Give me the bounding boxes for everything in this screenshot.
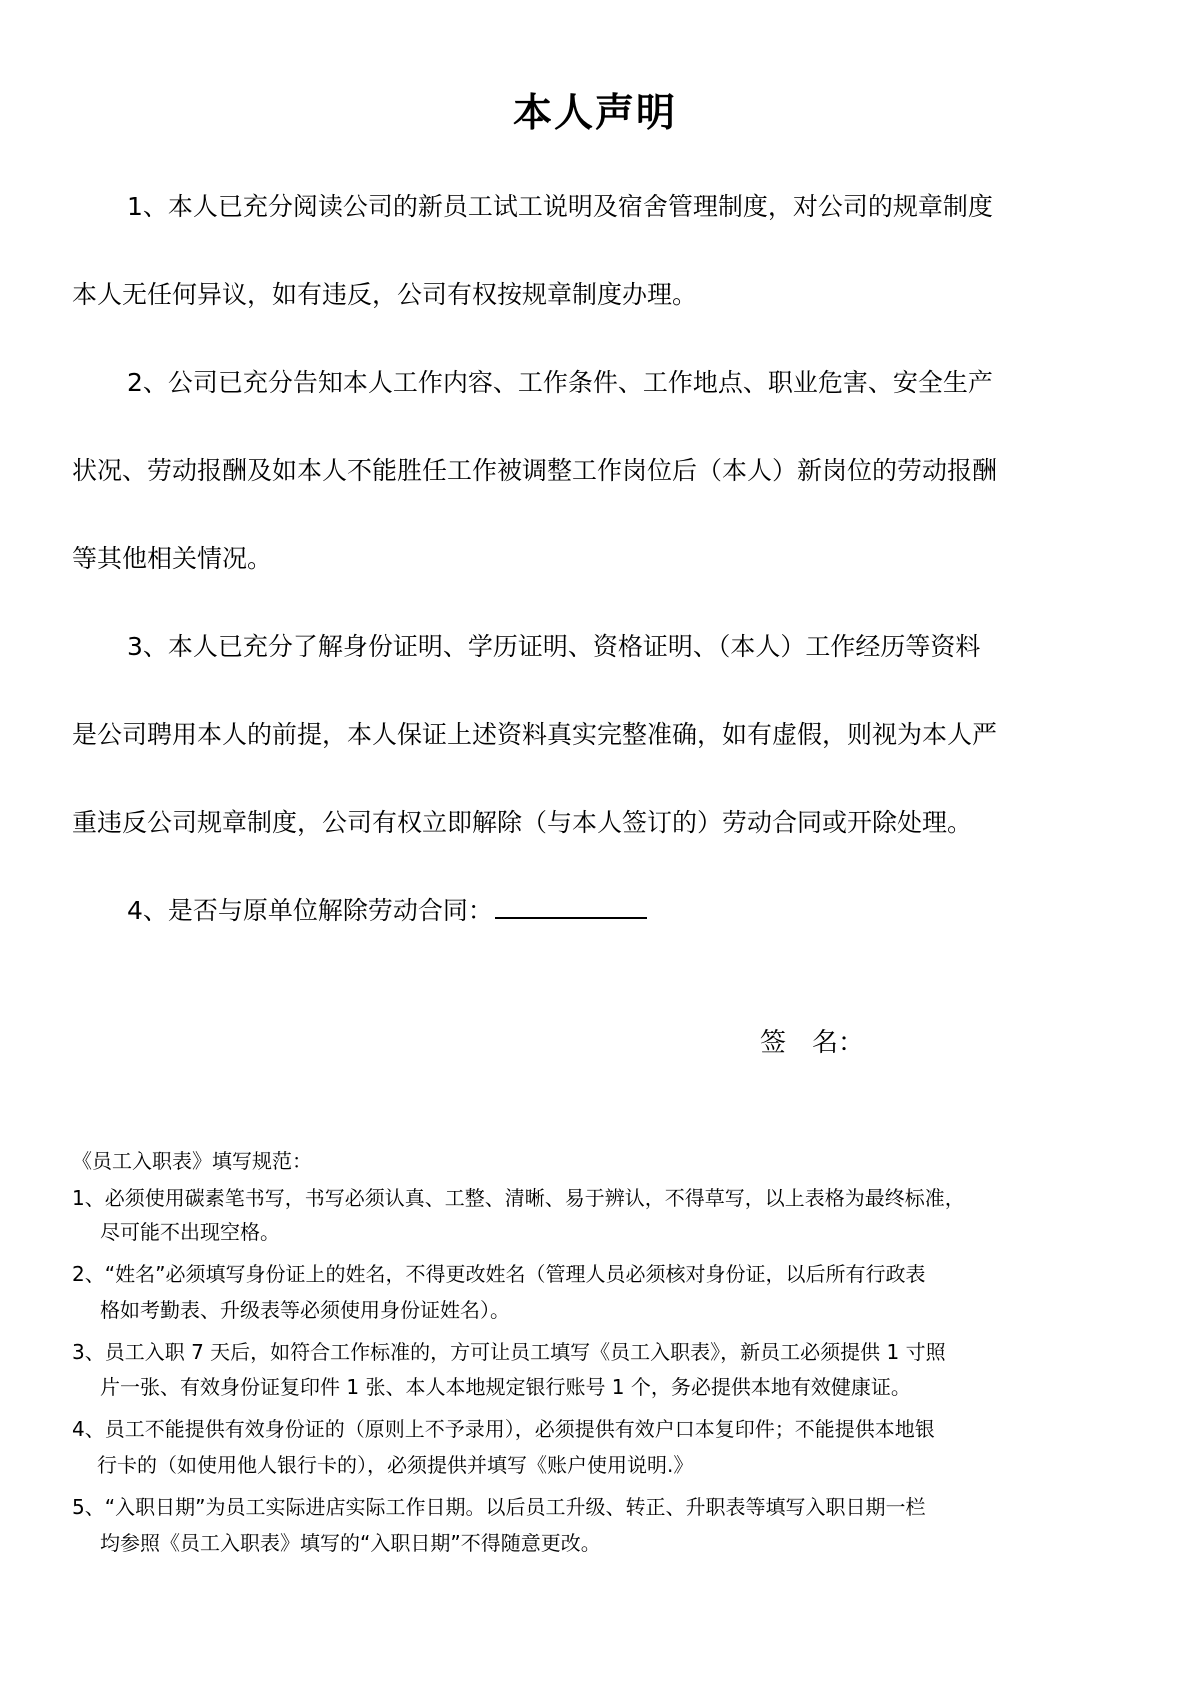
signature-label: 签 名： xyxy=(760,1028,865,1058)
para-2-line-2: 状况、劳动报酬及如本人不能胜任工作被调整工作岗位后（本人）新岗位的劳动报酬 xyxy=(72,456,998,485)
note-5-line-1: 5、“入职日期”为员工实际进店实际工作日期。以后员工升级、转正、升职表等填写入职日期一栏 xyxy=(72,1495,926,1519)
para-2-line-3: 等其他相关情况。 xyxy=(72,544,273,573)
para-1-line-2: 本人无任何异议，如有违反，公司有权按规章制度办理。 xyxy=(72,280,698,309)
note-4-line-1: 4、员工不能提供有效身份证的（原则上不予录用），必须提供有效户口本复印件；不能提供本地银 xyxy=(72,1417,935,1441)
notes-heading: 《员工入职表》填写规范： xyxy=(72,1149,312,1173)
note-4-line-2: 行卡的（如使用他人银行卡的），必须提供并填写《账户使用说明.》 xyxy=(97,1453,694,1477)
para-3-line-2: 是公司聘用本人的前提，本人保证上述资料真实完整准确，如有虚假，则视为本人严 xyxy=(72,720,998,749)
para-3-line-1: 3、本人已充分了解身份证明、学历证明、资格证明、（本人）工作经历等资料 xyxy=(127,632,981,661)
note-3-line-1: 3、员工入职 7 天后，如符合工作标准的，方可让员工填写《员工入职表》，新员工必须提供 1 寸照 xyxy=(72,1340,946,1364)
note-1-line-2: 尽可能不出现空格。 xyxy=(100,1220,280,1244)
para-1-line-1: 1、本人已充分阅读公司的新员工试工说明及宿舍管理制度，对公司的规章制度 xyxy=(127,192,993,221)
page-title: 本人声明 xyxy=(512,91,677,136)
contract-question: 4、是否与原单位解除劳动合同： xyxy=(127,896,493,925)
note-2-line-1: 2、“姓名”必须填写身份证上的姓名，不得更改姓名（管理人员必须核对身份证，以后所有行政表 xyxy=(72,1262,926,1286)
note-3-line-2: 片一张、有效身份证复印件 1 张、本人本地规定银行账号 1 个，务必提供本地有效健康证。 xyxy=(100,1375,911,1399)
note-5-line-2: 均参照《员工入职表》填写的“入职日期”不得随意更改。 xyxy=(100,1531,601,1555)
para-2-line-1: 2、公司已充分告知本人工作内容、工作条件、工作地点、职业危害、安全生产 xyxy=(127,368,993,397)
para-4-line xyxy=(127,895,647,927)
note-2-line-2: 格如考勤表、升级表等必须使用身份证姓名）。 xyxy=(100,1298,510,1322)
contract-answer-blank[interactable] xyxy=(495,895,647,919)
para-3-line-3: 重违反公司规章制度，公司有权立即解除（与本人签订的）劳动合同或开除处理。 xyxy=(72,808,973,837)
note-1-line-1: 1、必须使用碳素笔书写，书写必须认真、工整、清晰、易于辨认，不得草写，以上表格为最终标准， xyxy=(72,1186,965,1210)
